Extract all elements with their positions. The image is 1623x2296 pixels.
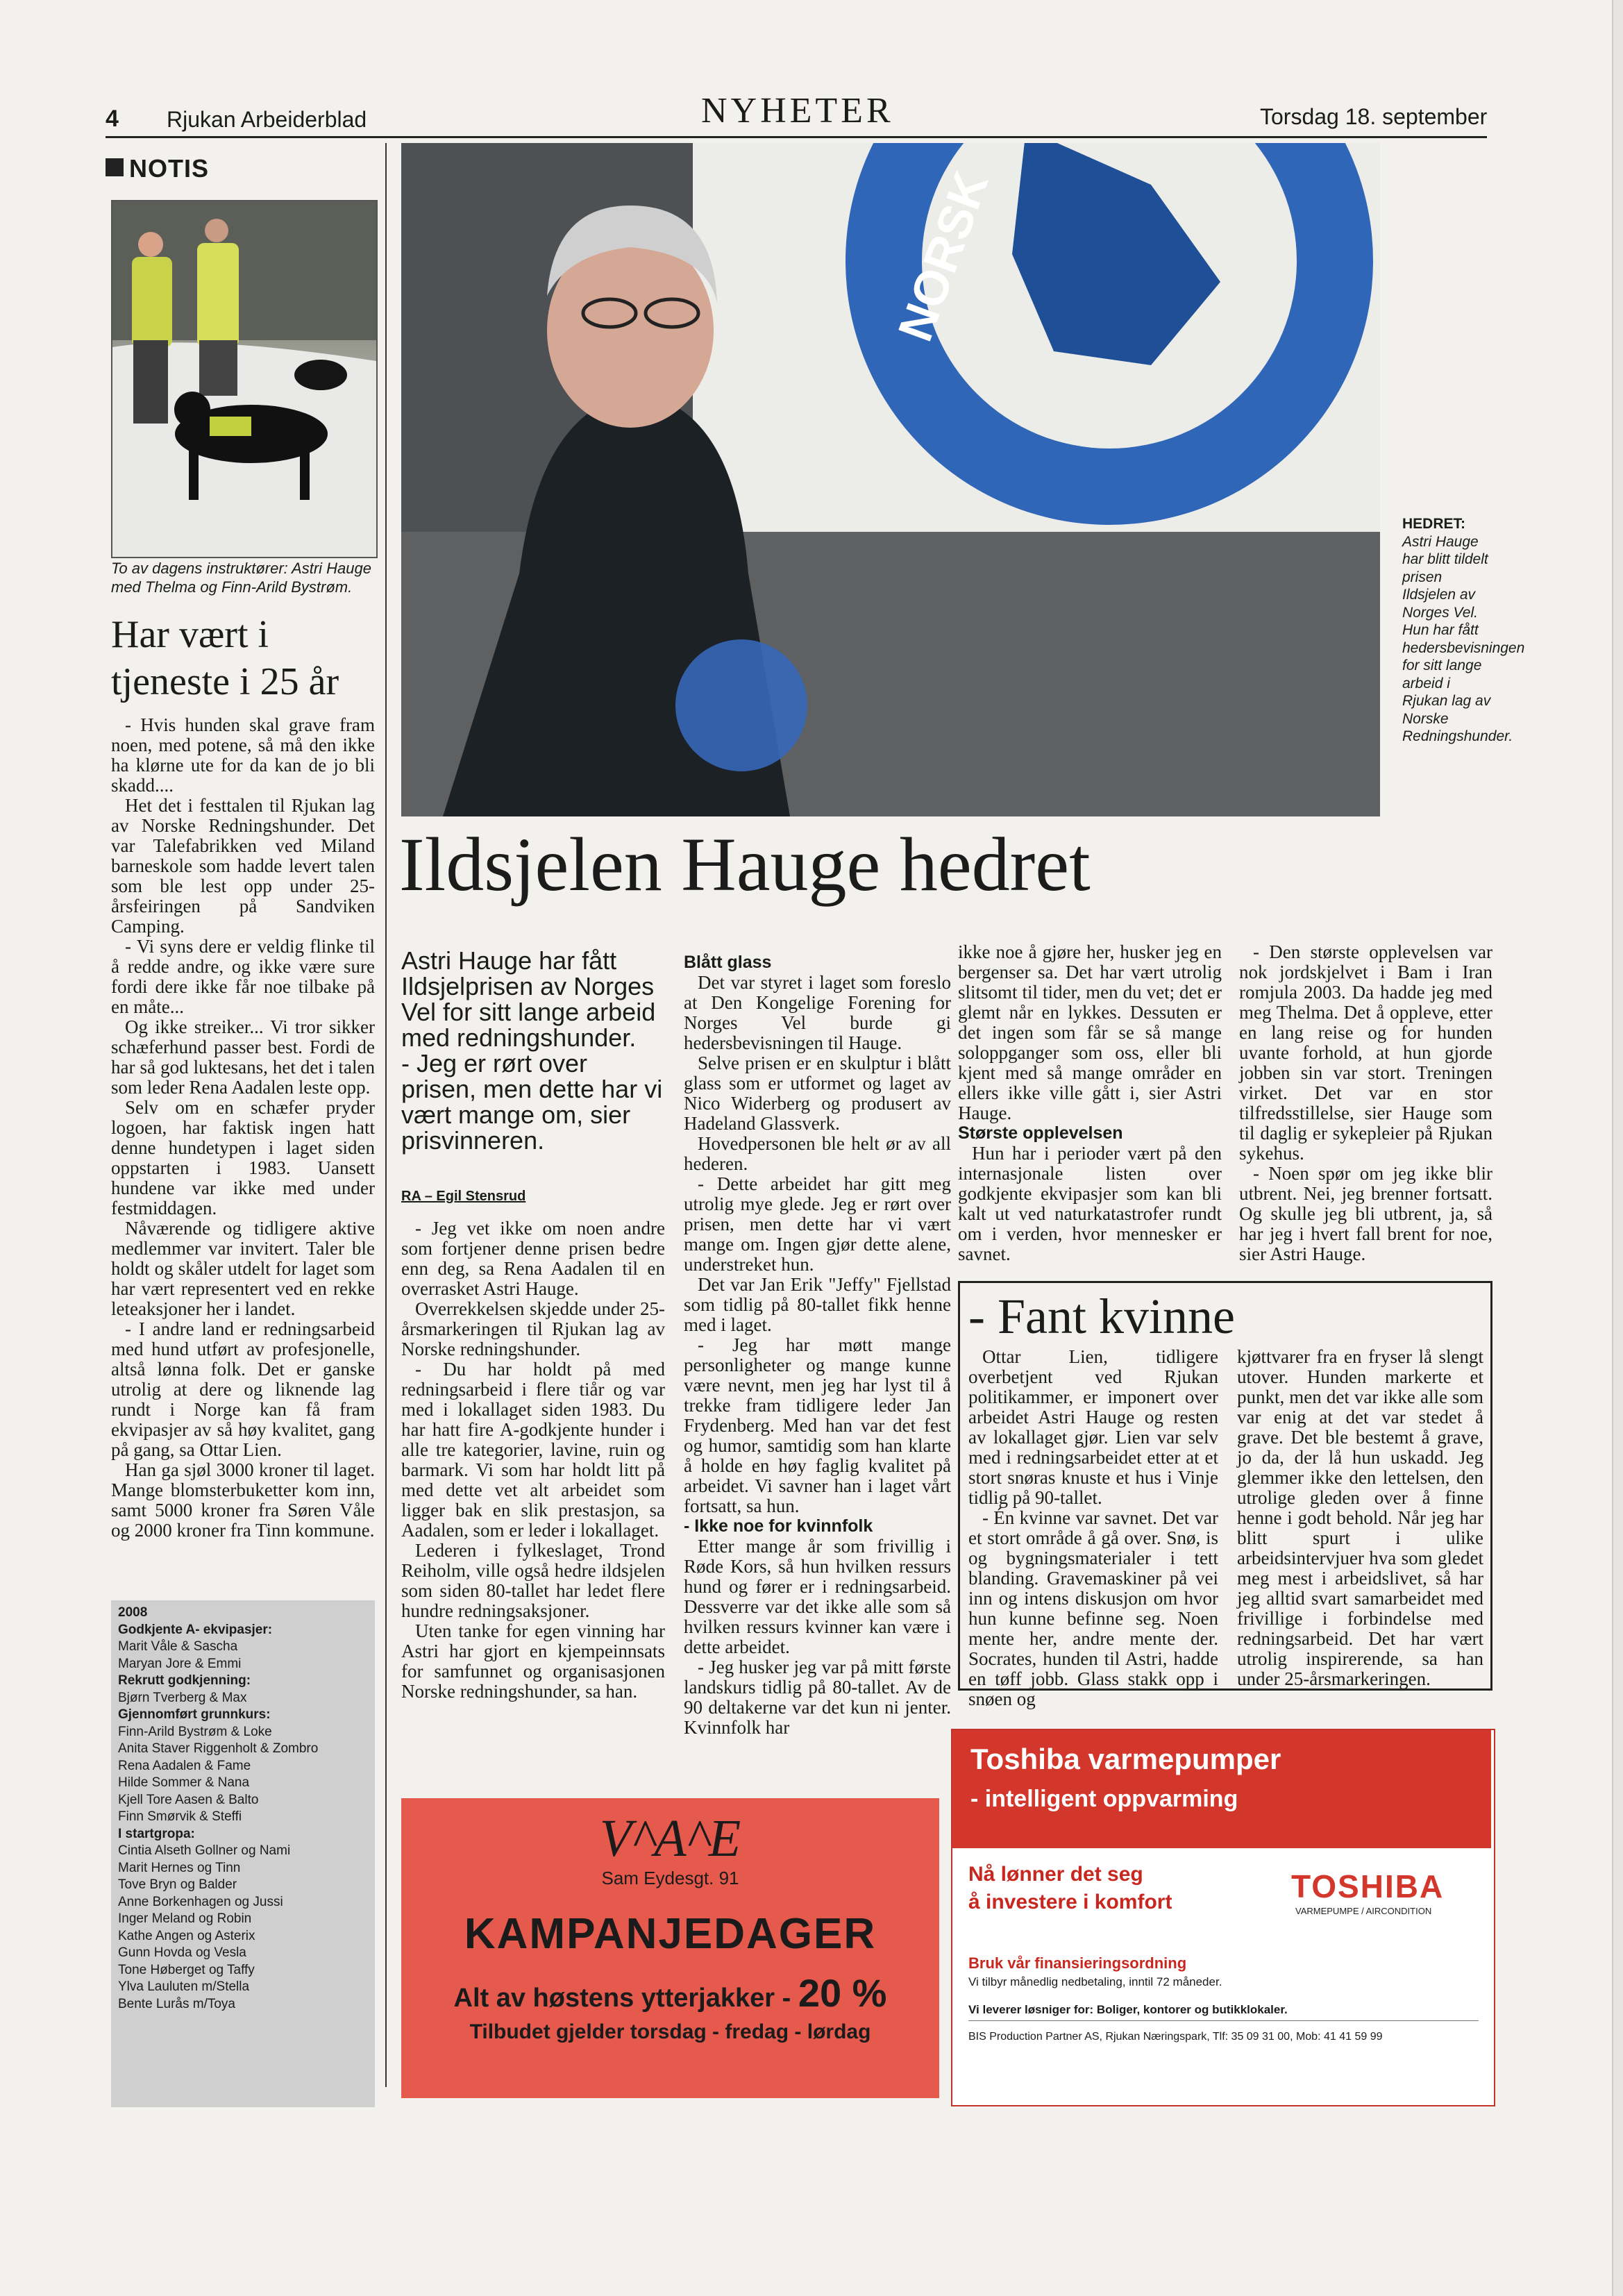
article-paragraph: - Du har holdt på med redningsarbeid i flere tiår og var med i lokallaget siden 1983. Du har hatt fire A-godkjente hunder i alle tre kategorier, lavine, ruin og barmark. Vi som har holdt litt på med dette vet alt arbeidet som ligger bak en slik prestasjon, sa Aadalen, som er leder i lokallaget. [401, 1359, 665, 1541]
certification-line: Kjell Tore Aasen & Balto [118, 1792, 259, 1807]
main-photo-caption [1402, 515, 1525, 746]
page-number: 4 [106, 106, 119, 132]
article-paragraph: - Noen spør om jeg ikke blir utbrent. Nei, jeg brenner fortsatt. Og skulle jeg bli utbrent, ja, så har jeg i hvert fall brent for noe, sier Astri Hauge. [1239, 1163, 1492, 1264]
toshiba-title: Toshiba varmepumper [970, 1743, 1281, 1775]
certification-line: Bente Lurås m/Toya [118, 1996, 235, 2011]
article-ingress [401, 948, 665, 1153]
caption-text: Astri Hauge har blitt tildelt prisen Ildsjelen av Norges Vel. Hun har fått hedersbevisningen for sitt lange arbeid i Rjukan lag av Norske Redningshunder. [1402, 533, 1525, 744]
article-paragraph: ikke noe å gjøre her, husker jeg en bergenser sa. Det har vært utrolig slitsomt til tider, men du vet; det er glemt når en lykkes. Dessuten er det ingen som får se så mange soloppganger som oss, eller bli kjent med så mange områder en ellers ikke ville gått i, sier Astri Hauge. [958, 941, 1222, 1123]
article-paragraph: Selve prisen er en skulptur i blått glass som er utformet og laget av Nico Widerberg og produsert av Hadeland Glassverk. [684, 1053, 951, 1134]
notis-headline: Har vært i tjeneste i 25 år [111, 613, 339, 703]
main-photo [401, 143, 1380, 816]
toshiba-lead-2: å investere i komfort [968, 1891, 1172, 1913]
vae-offer-line [401, 1970, 939, 2016]
article-column-5 [1239, 942, 1492, 1264]
certification-line: Gunn Hovda og Vesla [118, 1945, 246, 1960]
certification-line: Rena Aadalen & Fame [118, 1758, 251, 1773]
vae-validity: Tilbudet gjelder torsdag - fredag - lørdag [469, 2020, 871, 2043]
article-paragraph: kjøttvarer fra en fryser lå slengt utover. Hunden markerte et punkt, men det var ikke alle som var enig at det var stedet å grave. Det ble bestemt å grave, jo da, der lå hun uskadd. Jeg glemmer ikke den lettelsen, den utrolige gleden over å finne henne i godt behold. Når jeg har blitt spurt i ulike arbeidsintervjuer hva som gledet meg mest i arbeidslivet, så har jeg alltid svart samarbeidet med frivillige i forbindelse med redningsarbeid. Det har vært utrolig inspirerende, sa han under 25-årsmarkeringen. [1237, 1346, 1483, 1689]
article-paragraph: Det var styret i laget som foreslo at Den Kongelige Forening for Norges Vel burde gi hedersbevisningen til Hauge. [684, 972, 951, 1053]
certification-line: 2008 [118, 1605, 148, 1620]
certification-list-box [111, 1600, 375, 2107]
fant-column-2 [1237, 1347, 1483, 1689]
subheading: Blått glass [684, 953, 772, 972]
article-paragraph: - Dette arbeidet har gitt meg utrolig mye glede. Jeg er rørt over prisen, men dette har vi vært mange om. Ingen gjør dette alene, understreket hun. [684, 1173, 951, 1275]
rescue-dogs-illustration [112, 201, 376, 557]
certification-line: Kathe Angen og Asterix [118, 1928, 255, 1943]
vae-campaign-title: KAMPANJEDAGER [464, 1910, 877, 1958]
subheading: - Ikke noe for kvinnfolk [684, 1516, 873, 1536]
certification-line: Tove Bryn og Balder [118, 1877, 237, 1892]
vae-logo: V^A^E [599, 1809, 741, 1868]
certification-line: I startgropa: [118, 1826, 195, 1841]
caption-label: HEDRET: [1402, 516, 1466, 532]
svg-text:NORSK: NORSK [887, 164, 999, 349]
subheading: Største opplevelsen [958, 1123, 1123, 1143]
toshiba-financing: Bruk vår finansieringsordning [968, 1954, 1187, 1972]
notis-body [111, 715, 375, 1541]
certification-line: Godkjente A- ekvipasjer: [118, 1622, 273, 1637]
article-paragraph: Lederen i fylkeslaget, Trond Reiholm, ville også hedre ildsjelen som siden 80-tallet har ledet flere hundre redningsaksjoner. [401, 1540, 665, 1621]
certification-lines [118, 1604, 368, 2013]
ingress-quote: - Jeg er rørt over prisen, men dette har vi vært mange om, sier prisvinneren. [401, 1049, 663, 1155]
article-paragraph: - Den største opplevelsen var nok jordskjelvet i Bam i Iran romjula 2003. Da hadde jeg med meg Thelma. Det å oppleve, etter en lang reise og for hunden uvante forhold, at hun gjorde jobben sin var stort. Treningen virket. Det var en stor tilfredsstillelse, sier Hauge som til daglig er sykepleier på Rjukan sykehus. [1239, 941, 1492, 1164]
article-paragraph: Etter mange år som frivillig i Røde Kors, så hun hvilken ressurs hund og fører er i redningsarbeid. Dessverre var det ikke alle som så hvilken ressurs kvinner kan være i dette arbeidet. [684, 1536, 951, 1657]
toshiba-logo: TOSHIBA [1291, 1868, 1445, 1904]
article-paragraph: Det var Jan Erik "Jeffy" Fjellstad som tidlig på 80-tallet fikk henne med i laget. [684, 1274, 951, 1335]
notis-photo-caption: To av dagens instruktører: Astri Hauge med Thelma og Finn-Arild Bystrøm. [111, 560, 371, 596]
article-paragraph: Hun har i perioder vært på den internasjonale listen over godkjente ekvipasjer som kan bli kalt ut ved naturkatastrofer rundt om i verden, hvor mennesker er savnet. [958, 1143, 1222, 1264]
notis-paragraph: Het det i festtalen til Rjukan lag av Norske Redningshunder. Det var Talefabrikken ved Miland barneskole som hadde levert talen som ble lest opp under 25-årsfeiringen på Sandviken Camping. [111, 795, 375, 937]
notis-paragraph: - Hvis hunden skal grave fram noen, med potene, så må den ikke ha klørne ute for da kan de jo bli skadd.... [111, 714, 375, 796]
toshiba-tagline: - intelligent oppvarming [970, 1786, 1238, 1812]
fant-column-1 [968, 1347, 1218, 1709]
page-edge [1612, 0, 1623, 2296]
article-paragraph: - Én kvinne var savnet. Det var et stort område å gå over. Snø, is og bygningsmaterialer i tett blanding. Gravemaskiner på vei inn og intens diskusjon om hvor hun kunne befinne seg. Noen mente her, andre mente der. Socrates, hunden til Astri, hadde en tøff jobb. Glass stakk opp i snøen og [968, 1507, 1218, 1709]
article-column-3 [684, 953, 951, 1738]
certification-line: Finn-Arild Bystrøm & Loke [118, 1724, 272, 1739]
fant-headline: - Fant kvinne [968, 1289, 1235, 1344]
notis-label: NOTIS [129, 154, 210, 183]
vae-discount: 20 % [798, 1971, 887, 2015]
notis-paragraph: - I andre land er redningsarbeid med hund utført av profesjonelle, altså lønna folk. Det er ganske utrolig at dere og liknende lag rundt i Norge kan få fram ekvipasjer av så høy kvalitet, gang på gang, sa Ottar Lien. [111, 1318, 375, 1460]
notis-paragraph: Han ga sjøl 3000 kroner til laget. Mange blomsterbuketter kom inn, samt 5000 kroner fra Søren Våle og 2000 kroner fra Tinn kommune. [111, 1459, 375, 1541]
certification-line: Anita Staver Riggenholt & Zombro [118, 1741, 319, 1756]
certification-line: Marit Våle & Sascha [118, 1639, 238, 1654]
toshiba-lead-1: Nå lønner det seg [968, 1863, 1143, 1886]
article-paragraph: Hovedpersonen ble helt ør av all hederen. [684, 1133, 951, 1174]
rescue-dogs-photo [111, 200, 378, 558]
article-paragraph: Overrekkelsen skjedde under 25-årsmarkeringen til Rjukan lag av Norske redningshunder. [401, 1298, 665, 1359]
certification-line: Rekrutt godkjenning: [118, 1673, 251, 1688]
certification-line: Bjørn Tverberg & Max [118, 1690, 247, 1705]
toshiba-contact: BIS Production Partner AS, Rjukan Næringspark, Tlf: 35 09 31 00, Mob: 41 41 59 99 [968, 2031, 1383, 2043]
certification-line: Tone Høberget og Taffy [118, 1962, 255, 1977]
toshiba-lead [968, 1861, 1281, 1916]
certification-line: Ylva Lauluten m/Stella [118, 1979, 250, 1994]
article-paragraph: - Jeg vet ikke om noen andre som fortjener denne prisen bedre enn deg, sa Rena Aadalen til en overrasket Astri Hauge. [401, 1218, 665, 1299]
notis-marker [106, 158, 124, 176]
article-column-4 [958, 942, 1222, 1264]
vae-offer-text: Alt av høstens ytterjakker - [453, 1984, 791, 2013]
certification-line: Cintia Alseth Gollner og Nami [118, 1843, 291, 1858]
certification-line: Inger Meland og Robin [118, 1911, 252, 1926]
issue-date: Torsdag 18. september [1260, 104, 1488, 129]
header-rule [106, 136, 1487, 138]
award-photo-illustration [401, 143, 1380, 816]
certification-line: Anne Borkenhagen og Jussi [118, 1894, 283, 1909]
column-divider [385, 143, 387, 2087]
certification-line: Finn Smørvik & Steffi [118, 1809, 242, 1824]
paper-name: Rjukan Arbeiderblad [167, 107, 367, 132]
article-paragraph: - Jeg husker jeg var på mitt første landskurs tidlig på 80-tallet. Av de 90 deltakerne var det kun ni jenter. Kvinnfolk har [684, 1657, 951, 1738]
article-paragraph: Ottar Lien, tidligere overbetjent ved Rjukan politikammer, er imponert over arbeidet Astri Hauge og resten av lokallaget gjør. Lien var selv med i redningsarbeidet etter at et stort snøras knuste et hus i Vinje tidlig på 90-tallet. [968, 1346, 1218, 1508]
certification-line: Hilde Sommer & Nana [118, 1775, 250, 1790]
notis-paragraph: Selv om en schæfer pryder logoen, har faktisk ingen hatt denne hundetypen i laget siden oppstarten i 1983. Uansett hundene var ikke med under festmiddagen. [111, 1097, 375, 1218]
main-headline: Ildsjelen Hauge hedret [399, 822, 1091, 907]
certification-line: Gjennomført grunnkurs: [118, 1707, 271, 1722]
byline: RA – Egil Stensrud [401, 1189, 526, 1204]
article-paragraph: - Jeg har møtt mange personligheter og mange kunne være nevnt, men jeg har lyst til å trekke fram tidligere leder Jan Frydenberg. Med han var det fest og humor, samtidig som han klarte å holde en høy faglig kvalitet på arbeidet. Vi savner han i laget vårt fortsatt, sa hun. [684, 1334, 951, 1516]
toshiba-financing-detail: Vi tilbyr månedlig nedbetaling, inntil 72 måneder. [968, 1975, 1222, 1988]
ingress-text: Astri Hauge har fått Ildsjelprisen av Norges Vel for sitt lange arbeid med redningshunder. [401, 946, 656, 1052]
notis-paragraph: - Vi syns dere er veldig flinke til å redde andre, og ikke være sure fordi dere ikke får noe tilbake på en måte... [111, 936, 375, 1017]
toshiba-rule [968, 2020, 1479, 2021]
vae-address: Sam Eydesgt. 91 [601, 1868, 739, 1888]
certification-line: Marit Hernes og Tinn [118, 1860, 241, 1875]
article-column-2 [401, 1218, 665, 1702]
certification-line: Maryan Jore & Emmi [118, 1656, 242, 1671]
notis-paragraph: Og ikke streiker... Vi tror sikker schæferhund passer best. Fordi de har så god luktesans, het det i talen som leder Rena Aadalen leste opp. [111, 1016, 375, 1098]
toshiba-logo-sub: VARMEPUMPE / AIRCONDITION [1295, 1906, 1432, 1916]
notis-paragraph: Nåværende og tidligere aktive medlemmer var invitert. Taler ble holdt og skåler utdelt for laget som har vært representert ved en rekke leteaksjoner her i landet. [111, 1218, 375, 1319]
article-paragraph: Uten tanke for egen vinning har Astri har gjort en kjempeinnsats for samfunnet og organisasjonen Norske redningshunder, sa han. [401, 1620, 665, 1702]
toshiba-deliveries: Vi leverer løsniger for: Boliger, kontorer og butikklokaler. [968, 2003, 1288, 2016]
section-title: NYHETER [701, 91, 894, 131]
